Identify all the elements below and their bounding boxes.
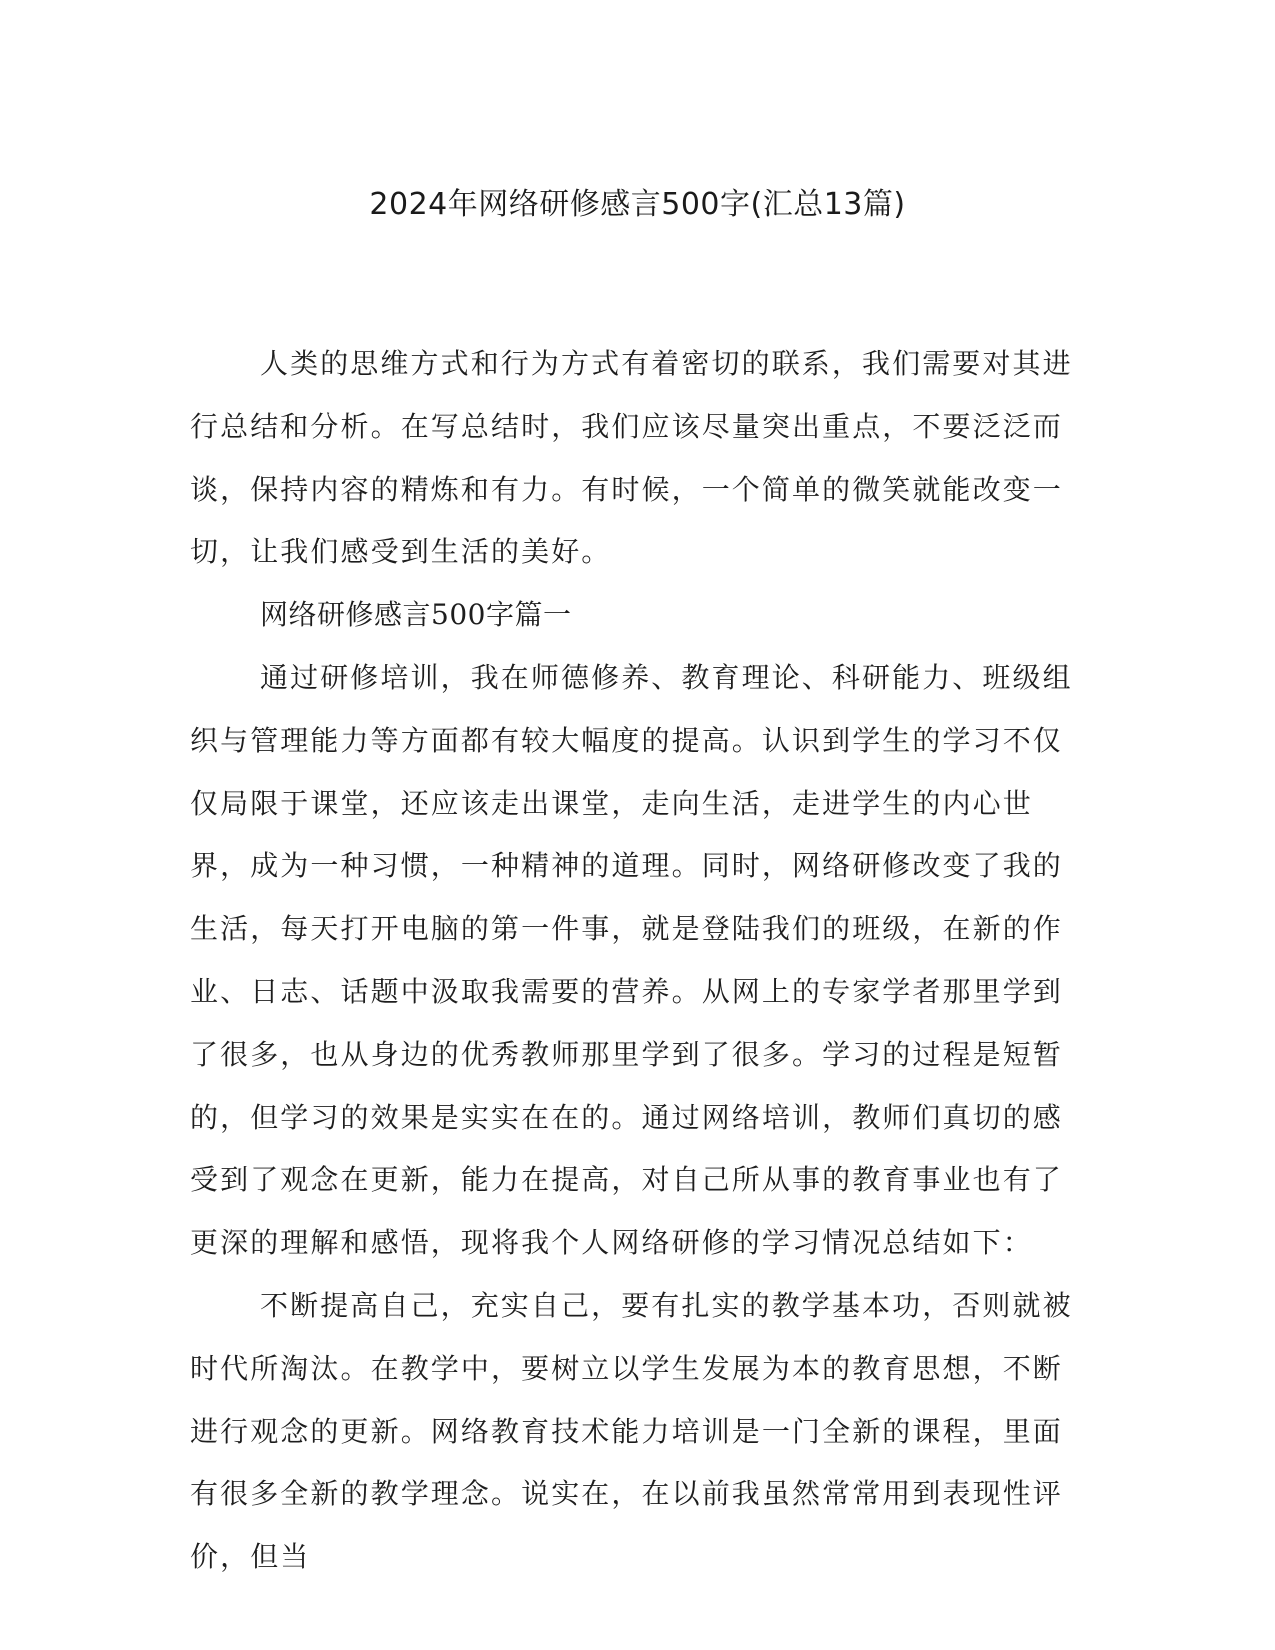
document-body [190,333,1082,1589]
section-heading: 网络研修感言500字篇一 [260,598,572,632]
intro-paragraph: 人类的思维方式和行为方式有着密切的联系，我们需要对其进行总结和分析。在写总结时，我们应该尽量突出重点，不要泛泛而谈，保持内容的精炼和有力。有时候，一个简单的微笑就能改变一切，让我们感受到生活的美好。 [190,347,1073,569]
document-title: 2024年网络研修感言500字(汇总13篇) [369,187,906,222]
body-paragraph: 通过研修培训，我在师德修养、教育理论、科研能力、班级组织与管理能力等方面都有较大幅度的提高。认识到学生的学习不仅仅局限于课堂，还应该走出课堂，走向生活，走进学生的内心世界，成为一种习惯，一种精神的道理。同时，网络研修改变了我的生活，每天打开电脑的第一件事，就是登陆我们的班级，在新的作业、日志、话题中汲取我需要的营养。从网上的专家学者那里学到了很多，也从身边的优秀教师那里学到了很多。学习的过程是短暂的，但学习的效果是实实在在的。通过网络培训，教师们真切的感受到了观念在更新，能力在提高，对自己所从事的教育事业也有了更深的理解和感悟，现将我个人网络研修的学习情况总结如下： [190,660,1073,1260]
body-paragraph: 不断提高自己，充实自己，要有扎实的教学基本功，否则就被时代所淘汰。在教学中，要树立以学生发展为本的教育思想，不断进行观念的更新。网络教育技术能力培训是一门全新的课程，里面有很多全新的教学理念。说实在，在以前我虽然常常用到表现性评价，但当 [190,1288,1073,1574]
